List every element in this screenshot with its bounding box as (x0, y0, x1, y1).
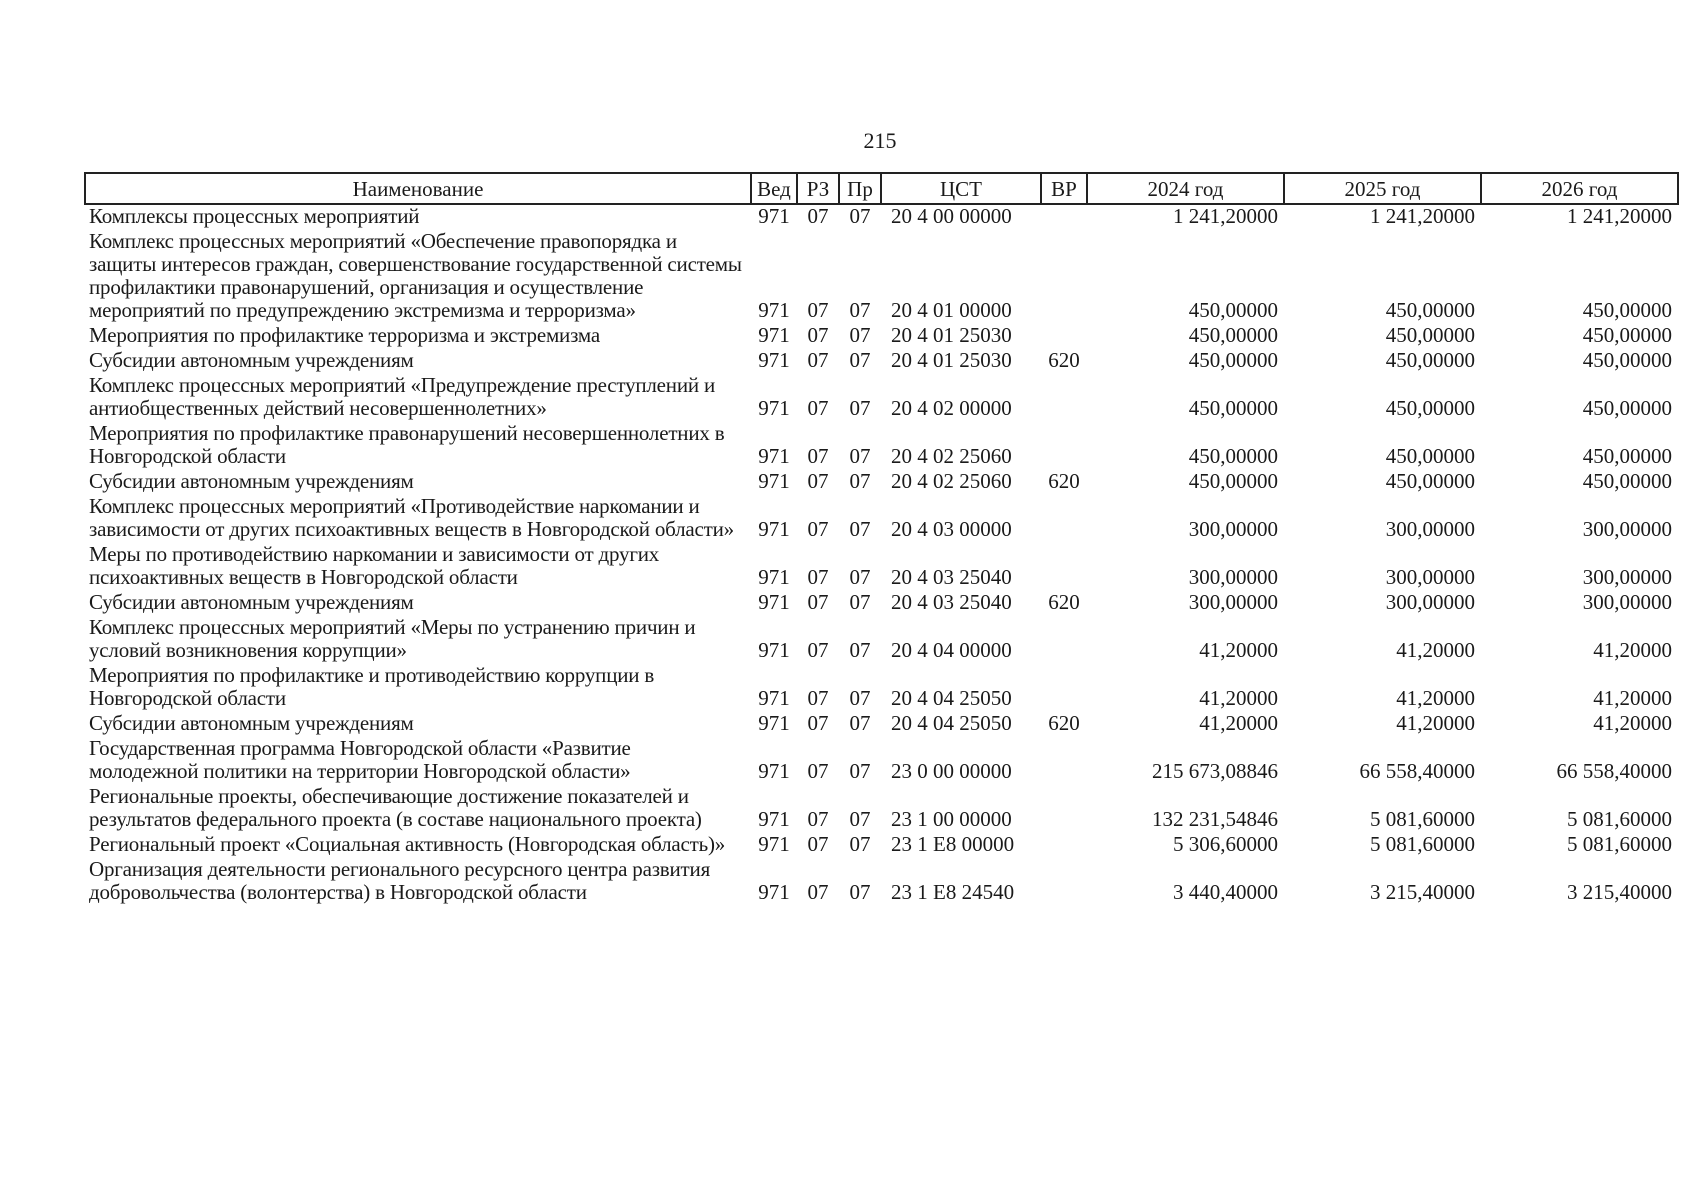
cell-name: Субсидии автономным учреждениям (89, 469, 414, 493)
cell-2025: 300,00000 (1385, 565, 1475, 589)
page-number: 215 (863, 128, 897, 153)
table-row (85, 616, 1678, 664)
cell-2025: 5 081,60000 (1370, 807, 1475, 831)
cell-ved: 971 (758, 298, 790, 322)
cell-name: Меры по противодействию наркомании и зависимости от других психоактивных веществ в Новгородской области (89, 542, 660, 589)
cell-2025: 300,00000 (1385, 517, 1475, 541)
cell-cst: 20 4 04 25050 (891, 711, 1012, 735)
cell-vr (1041, 833, 1087, 858)
cell-2026: 450,00000 (1582, 323, 1672, 347)
cell-2026: 3 215,40000 (1567, 880, 1672, 904)
cell-name: Комплекс процессных мероприятий «Противодействие наркомании и зависимости от других психоактивных веществ в Новгородской области» (89, 494, 734, 541)
table-row (85, 324, 1678, 349)
cell-pr: 07 (849, 444, 871, 468)
cell-pr: 07 (849, 517, 871, 541)
cell-pr: 07 (849, 759, 871, 783)
cell-ved: 971 (758, 832, 790, 856)
cell-cst: 23 1 Е8 00000 (891, 832, 1015, 856)
cell-2026: 450,00000 (1582, 396, 1672, 420)
cell-2024: 300,00000 (1188, 565, 1278, 589)
table-row (85, 785, 1678, 833)
cell-pr: 07 (849, 638, 871, 662)
cell-2024: 450,00000 (1188, 323, 1278, 347)
table-row (85, 349, 1678, 374)
cell-rz: 07 (807, 686, 829, 710)
header-2025: 2025 год (1284, 173, 1481, 204)
cell-2025: 450,00000 (1385, 348, 1475, 372)
cell-cst: 20 4 03 25040 (891, 565, 1012, 589)
header-ved: Вед (751, 173, 797, 204)
cell-2026: 41,20000 (1593, 686, 1672, 710)
cell-2024: 5 306,60000 (1173, 832, 1278, 856)
cell-pr: 07 (849, 396, 871, 420)
cell-2024: 450,00000 (1188, 298, 1278, 322)
cell-ved: 971 (758, 686, 790, 710)
cell-pr: 07 (849, 204, 871, 228)
cell-2026: 5 081,60000 (1567, 832, 1672, 856)
cell-name: Государственная программа Новгородской области «Развитие молодежной политики на территории Новгородской области» (89, 736, 631, 783)
cell-vr (1041, 495, 1087, 543)
cell-2025: 41,20000 (1396, 638, 1475, 662)
cell-2026: 300,00000 (1582, 565, 1672, 589)
cell-cst: 20 4 02 00000 (891, 396, 1012, 420)
cell-2026: 5 081,60000 (1567, 807, 1672, 831)
cell-cst: 23 1 Е8 24540 (891, 880, 1015, 904)
cell-vr (1041, 374, 1087, 422)
cell-2025: 5 081,60000 (1370, 832, 1475, 856)
cell-cst: 20 4 01 00000 (891, 298, 1012, 322)
budget-table-container (84, 172, 1678, 906)
cell-2025: 300,00000 (1385, 590, 1475, 614)
cell-2026: 450,00000 (1582, 469, 1672, 493)
cell-vr: 620 (1048, 711, 1080, 735)
cell-pr: 07 (849, 323, 871, 347)
cell-2025: 41,20000 (1396, 686, 1475, 710)
cell-2026: 41,20000 (1593, 638, 1672, 662)
cell-2026: 450,00000 (1582, 348, 1672, 372)
cell-vr: 620 (1048, 469, 1080, 493)
cell-ved: 971 (758, 517, 790, 541)
cell-2025: 66 558,40000 (1359, 759, 1475, 783)
cell-rz: 07 (807, 565, 829, 589)
cell-ved: 971 (758, 396, 790, 420)
cell-2024: 450,00000 (1188, 348, 1278, 372)
cell-pr: 07 (849, 298, 871, 322)
table-header (85, 173, 1678, 204)
cell-ved: 971 (758, 880, 790, 904)
cell-2026: 66 558,40000 (1556, 759, 1672, 783)
cell-rz: 07 (807, 590, 829, 614)
cell-2026: 1 241,20000 (1567, 204, 1672, 228)
cell-pr: 07 (849, 686, 871, 710)
cell-2024: 132 231,54846 (1152, 807, 1278, 831)
cell-2024: 3 440,40000 (1173, 880, 1278, 904)
cell-pr: 07 (849, 348, 871, 372)
cell-rz: 07 (807, 323, 829, 347)
table-row (85, 470, 1678, 495)
cell-rz: 07 (807, 517, 829, 541)
cell-vr (1041, 664, 1087, 712)
cell-2025: 450,00000 (1385, 469, 1475, 493)
cell-cst: 20 4 04 00000 (891, 638, 1012, 662)
cell-cst: 20 4 04 25050 (891, 686, 1012, 710)
cell-rz: 07 (807, 396, 829, 420)
table-row (85, 591, 1678, 616)
cell-2024: 450,00000 (1188, 469, 1278, 493)
table-row (85, 230, 1678, 324)
cell-2025: 450,00000 (1385, 323, 1475, 347)
cell-ved: 971 (758, 323, 790, 347)
cell-2025: 3 215,40000 (1370, 880, 1475, 904)
cell-cst: 20 4 01 25030 (891, 323, 1012, 347)
cell-name: Субсидии автономным учреждениям (89, 590, 414, 614)
cell-vr (1041, 422, 1087, 470)
cell-2026: 300,00000 (1582, 590, 1672, 614)
cell-name: Комплекс процессных мероприятий «Предупреждение преступлений и антиобщественных действий несовершеннолетних» (89, 373, 716, 420)
table-row (85, 422, 1678, 470)
header-rz: РЗ (797, 173, 839, 204)
cell-rz: 07 (807, 469, 829, 493)
cell-2024: 41,20000 (1199, 686, 1278, 710)
cell-pr: 07 (849, 807, 871, 831)
cell-ved: 971 (758, 469, 790, 493)
table-row (85, 833, 1678, 858)
cell-pr: 07 (849, 880, 871, 904)
budget-table (84, 172, 1679, 906)
cell-pr: 07 (849, 711, 871, 735)
cell-ved: 971 (758, 348, 790, 372)
cell-cst: 23 1 00 00000 (891, 807, 1012, 831)
cell-name: Комплекс процессных мероприятий «Меры по устранению причин и условий возникновения коррупции» (89, 615, 696, 662)
cell-cst: 20 4 00 00000 (891, 204, 1012, 228)
header-vr: ВР (1041, 173, 1087, 204)
table-row (85, 543, 1678, 591)
cell-pr: 07 (849, 565, 871, 589)
cell-name: Комплекс процессных мероприятий «Обеспечение правопорядка и защиты интересов граждан, совершенствование государственной системы профилактики правонарушений, организация и осуществление мероприятий по предупреждению экстремизма и терроризма» (89, 229, 742, 322)
cell-vr (1041, 737, 1087, 785)
cell-2024: 215 673,08846 (1152, 759, 1278, 783)
cell-2025: 450,00000 (1385, 396, 1475, 420)
cell-rz: 07 (807, 711, 829, 735)
cell-name: Мероприятия по профилактике правонарушений несовершеннолетних в Новгородской области (89, 421, 725, 468)
cell-name: Мероприятия по профилактике терроризма и экстремизма (89, 323, 600, 347)
cell-2025: 450,00000 (1385, 298, 1475, 322)
header-row (85, 173, 1678, 204)
cell-pr: 07 (849, 590, 871, 614)
header-cst: ЦСТ (881, 173, 1041, 204)
cell-vr (1041, 230, 1087, 324)
cell-ved: 971 (758, 590, 790, 614)
cell-2025: 1 241,20000 (1370, 204, 1475, 228)
table-row (85, 664, 1678, 712)
cell-cst: 20 4 03 25040 (891, 590, 1012, 614)
table-row (85, 858, 1678, 906)
header-2024: 2024 год (1087, 173, 1284, 204)
cell-rz: 07 (807, 204, 829, 228)
cell-name: Региональные проекты, обеспечивающие достижение показателей и результатов федерального проекта (в составе национального проекта) (89, 784, 702, 831)
cell-pr: 07 (849, 469, 871, 493)
cell-vr: 620 (1048, 590, 1080, 614)
cell-ved: 971 (758, 204, 790, 228)
cell-2025: 450,00000 (1385, 444, 1475, 468)
cell-ved: 971 (758, 638, 790, 662)
cell-2026: 450,00000 (1582, 298, 1672, 322)
cell-cst: 20 4 02 25060 (891, 469, 1012, 493)
cell-rz: 07 (807, 880, 829, 904)
header-pr: Пр (839, 173, 881, 204)
cell-2026: 450,00000 (1582, 444, 1672, 468)
cell-ved: 971 (758, 565, 790, 589)
cell-ved: 971 (758, 444, 790, 468)
cell-rz: 07 (807, 444, 829, 468)
table-row (85, 495, 1678, 543)
cell-name: Комплексы процессных мероприятий (89, 204, 420, 228)
cell-vr (1041, 204, 1087, 230)
cell-rz: 07 (807, 348, 829, 372)
cell-name: Мероприятия по профилактике и противодействию коррупции в Новгородской области (89, 663, 655, 710)
cell-cst: 23 0 00 00000 (891, 759, 1012, 783)
cell-ved: 971 (758, 759, 790, 783)
cell-2026: 300,00000 (1582, 517, 1672, 541)
cell-pr: 07 (849, 832, 871, 856)
table-row (85, 204, 1678, 230)
cell-2024: 41,20000 (1199, 638, 1278, 662)
table-row (85, 374, 1678, 422)
cell-rz: 07 (807, 832, 829, 856)
cell-2025: 41,20000 (1396, 711, 1475, 735)
cell-name: Субсидии автономным учреждениям (89, 348, 414, 372)
cell-rz: 07 (807, 807, 829, 831)
cell-2024: 300,00000 (1188, 517, 1278, 541)
cell-vr (1041, 858, 1087, 906)
cell-ved: 971 (758, 711, 790, 735)
cell-vr: 620 (1048, 348, 1080, 372)
cell-rz: 07 (807, 759, 829, 783)
cell-vr (1041, 543, 1087, 591)
cell-2024: 1 241,20000 (1173, 204, 1278, 228)
cell-cst: 20 4 02 25060 (891, 444, 1012, 468)
cell-name: Субсидии автономным учреждениям (89, 711, 414, 735)
cell-2024: 450,00000 (1188, 444, 1278, 468)
table-row (85, 737, 1678, 785)
cell-vr (1041, 324, 1087, 349)
cell-name: Организация деятельности регионального ресурсного центра развития добровольчества (волонтерства) в Новгородской области (89, 857, 711, 904)
table-body (85, 204, 1678, 906)
cell-2024: 41,20000 (1199, 711, 1278, 735)
cell-rz: 07 (807, 638, 829, 662)
cell-name: Региональный проект «Социальная активность (Новгородская область)» (89, 832, 726, 856)
cell-2024: 450,00000 (1188, 396, 1278, 420)
header-name: Наименование (85, 173, 751, 204)
cell-vr (1041, 785, 1087, 833)
cell-2024: 300,00000 (1188, 590, 1278, 614)
cell-2026: 41,20000 (1593, 711, 1672, 735)
cell-cst: 20 4 01 25030 (891, 348, 1012, 372)
cell-ved: 971 (758, 807, 790, 831)
cell-vr (1041, 616, 1087, 664)
cell-cst: 20 4 03 00000 (891, 517, 1012, 541)
table-row (85, 712, 1678, 737)
header-2026: 2026 год (1481, 173, 1678, 204)
cell-rz: 07 (807, 298, 829, 322)
